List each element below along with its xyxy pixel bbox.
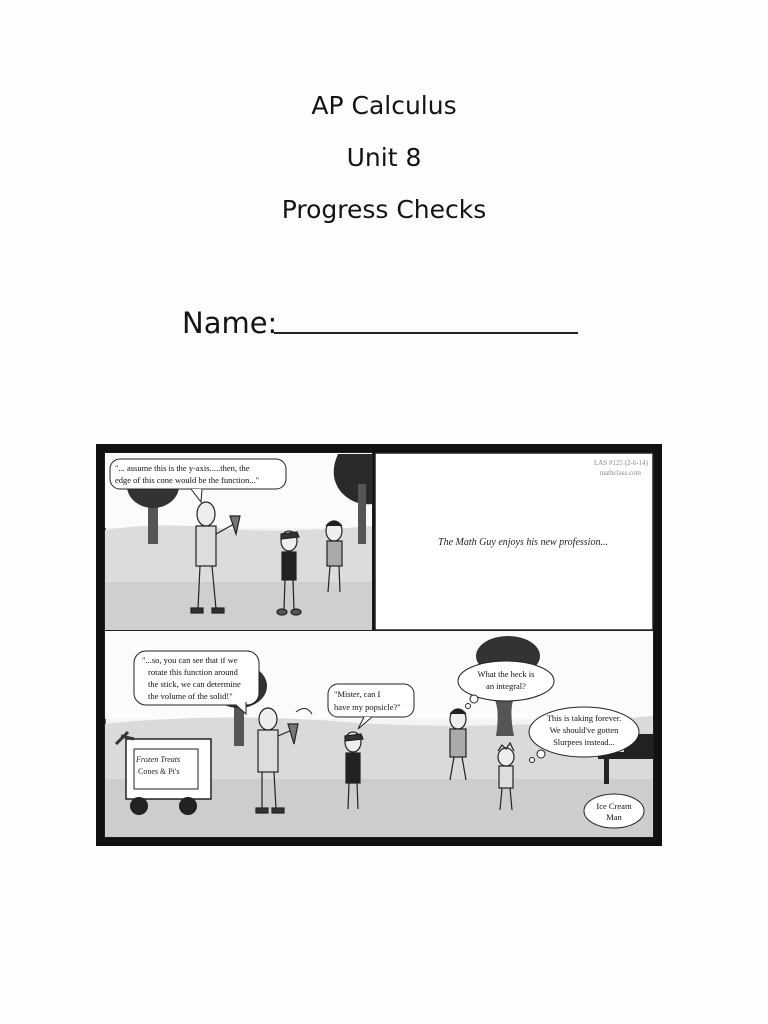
character-label: [584, 794, 644, 828]
bubble-text: "...so, you can see that if we: [142, 655, 238, 665]
comic-drawing: [96, 444, 662, 846]
thought-text: We should've gotten: [549, 725, 619, 735]
panel-caption: The Math Guy enjoys his new profession...: [438, 537, 608, 548]
label-text: Ice Cream: [596, 801, 632, 811]
cart-sign-title: Frozen Treats: [136, 755, 181, 764]
bubble-text: "... assume this is the y-axis.....then, the: [115, 463, 250, 473]
bubble-text: edge of this cone would be the function...": [115, 475, 260, 485]
bubble-text: "Mister, can I: [334, 689, 381, 699]
panel-2: [375, 453, 653, 630]
panel-1: [105, 453, 372, 630]
bubble-text: have my popsicle?": [334, 702, 401, 712]
cart-sign-subtitle: Cones & Pi's: [138, 767, 180, 776]
bubble-text: rotate this function around: [148, 667, 238, 677]
document-subtitle: Progress Checks: [281, 195, 487, 224]
thought-text: Slurpees instead...: [553, 737, 615, 747]
thought-text: This is taking forever.: [546, 713, 622, 723]
comic-strip: [96, 444, 662, 846]
label-text: Man: [606, 812, 622, 822]
unit-title: Unit 8: [346, 143, 422, 172]
comic-credit-url: mathclass.com: [599, 469, 641, 477]
comic-credit: LAS #125 (2-6-14): [593, 459, 648, 467]
name-blank-line[interactable]: [274, 332, 578, 334]
panel-3: [105, 631, 653, 837]
thought-text: What the heck is: [477, 669, 535, 679]
course-title: AP Calculus: [311, 91, 457, 120]
name-label: Name:: [182, 306, 278, 340]
thought-text: an integral?: [486, 681, 526, 691]
bubble-text: the volume of the solid!": [148, 691, 233, 701]
bubble-text: the stick, we can determine: [148, 679, 241, 689]
